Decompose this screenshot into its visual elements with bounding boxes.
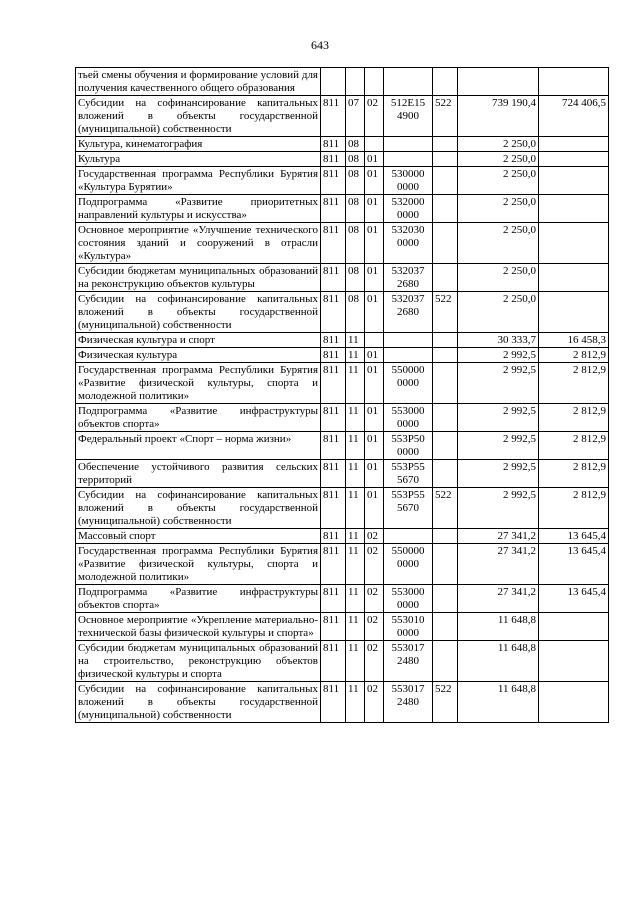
table-row [76,404,609,432]
row-amount-1-cell: 11 648,8 [458,682,539,723]
table-row [76,137,609,152]
row-amount-1-cell: 2 992,5 [458,488,539,529]
row-amount-2-cell [539,152,609,167]
row-subsection-cell: 01 [365,460,384,488]
row-ved-cell: 811 [321,348,346,363]
row-target-article-cell: 512E15 4900 [384,96,433,137]
row-amount-2-cell: 2 812,9 [539,363,609,404]
row-section-cell: 11 [346,613,365,641]
row-subsection-cell [365,333,384,348]
row-amount-2-cell: 13 645,4 [539,529,609,544]
table-row [76,223,609,264]
row-expense-type-cell [433,404,458,432]
row-name-cell: Субсидии бюджетам муниципальных образований на реконструкцию объектов культуры [76,264,321,292]
row-ved-cell: 811 [321,488,346,529]
row-name-cell: Государственная программа Республики Бурятия «Культура Бурятии» [76,167,321,195]
row-name-cell: Субсидии на софинансирование капитальных вложений в объекты государственной (муниципальной) собственности [76,292,321,333]
row-ved-cell: 811 [321,223,346,264]
row-ved-cell: 811 [321,432,346,460]
row-subsection-cell: 01 [365,432,384,460]
row-section-cell [346,68,365,96]
row-ved-cell: 811 [321,264,346,292]
row-target-article-cell: 532037 2680 [384,264,433,292]
row-name-cell: Массовый спорт [76,529,321,544]
row-target-article-cell: 550000 0000 [384,544,433,585]
row-expense-type-cell [433,223,458,264]
row-expense-type-cell [433,152,458,167]
row-name-cell: Подпрограмма «Развитие инфраструктуры объектов спорта» [76,585,321,613]
row-expense-type-cell [433,137,458,152]
row-amount-1-cell: 27 341,2 [458,529,539,544]
row-subsection-cell: 02 [365,585,384,613]
row-section-cell: 08 [346,167,365,195]
table-row [76,68,609,96]
table-row [76,460,609,488]
row-subsection-cell [365,137,384,152]
row-target-article-cell: 553P55 5670 [384,488,433,529]
row-amount-2-cell [539,682,609,723]
row-amount-1-cell: 27 341,2 [458,544,539,585]
row-subsection-cell: 01 [365,152,384,167]
row-section-cell: 11 [346,529,365,544]
row-amount-1-cell: 2 992,5 [458,460,539,488]
table-row [76,167,609,195]
row-target-article-cell [384,348,433,363]
row-name-cell: Основное мероприятие «Укрепление материально-технической базы физической культуры и спорта» [76,613,321,641]
row-target-article-cell: 553P50 0000 [384,432,433,460]
row-target-article-cell: 553000 0000 [384,585,433,613]
row-target-article-cell: 550000 0000 [384,363,433,404]
row-amount-2-cell: 2 812,9 [539,404,609,432]
row-target-article-cell: 553017 2480 [384,641,433,682]
row-ved-cell: 811 [321,682,346,723]
row-ved-cell: 811 [321,137,346,152]
row-name-cell: Подпрограмма «Развитие приоритетных направлений культуры и искусства» [76,195,321,223]
row-ved-cell: 811 [321,152,346,167]
row-amount-1-cell: 27 341,2 [458,585,539,613]
row-amount-2-cell: 724 406,5 [539,96,609,137]
row-subsection-cell: 01 [365,167,384,195]
row-amount-1-cell: 2 250,0 [458,195,539,223]
row-expense-type-cell [433,348,458,363]
row-amount-2-cell: 13 645,4 [539,544,609,585]
table-row [76,682,609,723]
row-amount-1-cell: 2 992,5 [458,348,539,363]
row-subsection-cell: 02 [365,613,384,641]
table-row [76,529,609,544]
row-name-cell: Культура, кинематография [76,137,321,152]
row-expense-type-cell [433,363,458,404]
row-target-article-cell: 553P55 5670 [384,460,433,488]
row-target-article-cell [384,137,433,152]
row-amount-2-cell [539,223,609,264]
row-section-cell: 08 [346,152,365,167]
row-ved-cell: 811 [321,195,346,223]
row-subsection-cell: 01 [365,195,384,223]
row-expense-type-cell [433,195,458,223]
row-ved-cell: 811 [321,585,346,613]
row-name-cell: Физическая культура [76,348,321,363]
row-name-cell: Федеральный проект «Спорт – норма жизни» [76,432,321,460]
row-subsection-cell: 01 [365,348,384,363]
row-section-cell: 11 [346,460,365,488]
row-expense-type-cell [433,544,458,585]
row-ved-cell: 811 [321,363,346,404]
table-row [76,613,609,641]
table-row [76,641,609,682]
row-section-cell: 11 [346,432,365,460]
row-subsection-cell: 02 [365,641,384,682]
row-ved-cell [321,68,346,96]
row-target-article-cell: 553017 2480 [384,682,433,723]
row-ved-cell: 811 [321,96,346,137]
row-section-cell: 11 [346,488,365,529]
row-expense-type-cell: 522 [433,96,458,137]
row-expense-type-cell: 522 [433,488,458,529]
row-amount-1-cell: 2 250,0 [458,137,539,152]
row-subsection-cell: 02 [365,529,384,544]
row-section-cell: 08 [346,292,365,333]
row-subsection-cell: 02 [365,96,384,137]
row-target-article-cell: 553000 0000 [384,404,433,432]
row-amount-2-cell: 16 458,3 [539,333,609,348]
table-row [76,264,609,292]
row-ved-cell: 811 [321,292,346,333]
row-expense-type-cell: 522 [433,292,458,333]
table-row [76,544,609,585]
row-amount-1-cell [458,68,539,96]
row-subsection-cell: 01 [365,264,384,292]
row-amount-2-cell: 2 812,9 [539,432,609,460]
row-expense-type-cell [433,432,458,460]
row-name-cell: Субсидии на софинансирование капитальных вложений в объекты государственной (муниципальной) собственности [76,682,321,723]
row-subsection-cell [365,68,384,96]
row-target-article-cell [384,68,433,96]
row-section-cell: 08 [346,137,365,152]
row-section-cell: 08 [346,264,365,292]
row-amount-1-cell: 11 648,8 [458,641,539,682]
row-target-article-cell: 532030 0000 [384,223,433,264]
row-section-cell: 08 [346,223,365,264]
row-name-cell: Физическая культура и спорт [76,333,321,348]
row-ved-cell: 811 [321,460,346,488]
row-subsection-cell: 01 [365,223,384,264]
row-amount-2-cell [539,137,609,152]
row-section-cell: 11 [346,544,365,585]
row-amount-2-cell [539,264,609,292]
row-target-article-cell: 532037 2680 [384,292,433,333]
row-ved-cell: 811 [321,167,346,195]
row-expense-type-cell [433,264,458,292]
row-name-cell: Субсидии бюджетам муниципальных образований на строительство, реконструкцию объектов физической культуры и спорта [76,641,321,682]
row-ved-cell: 811 [321,641,346,682]
table-row [76,348,609,363]
page-number: 643 [311,38,329,52]
row-amount-1-cell: 11 648,8 [458,613,539,641]
row-amount-2-cell: 2 812,9 [539,348,609,363]
row-amount-1-cell: 2 250,0 [458,152,539,167]
row-expense-type-cell [433,613,458,641]
row-ved-cell: 811 [321,333,346,348]
row-amount-1-cell: 2 250,0 [458,264,539,292]
row-section-cell: 11 [346,585,365,613]
table-row [76,152,609,167]
row-expense-type-cell [433,529,458,544]
row-amount-1-cell: 2 250,0 [458,292,539,333]
row-target-article-cell [384,529,433,544]
row-expense-type-cell [433,68,458,96]
row-amount-1-cell: 2 992,5 [458,363,539,404]
table-row [76,432,609,460]
row-name-cell: Обеспечение устойчивого развития сельских территорий [76,460,321,488]
row-name-cell: тьей смены обучения и формирование условий для получения качественного общего образования [76,68,321,96]
row-amount-2-cell: 2 812,9 [539,460,609,488]
row-section-cell: 07 [346,96,365,137]
row-amount-1-cell: 2 992,5 [458,432,539,460]
row-amount-2-cell [539,195,609,223]
budget-table-body [76,68,609,723]
row-ved-cell: 811 [321,529,346,544]
table-row [76,363,609,404]
row-amount-2-cell [539,613,609,641]
row-expense-type-cell [433,460,458,488]
row-ved-cell: 811 [321,613,346,641]
row-expense-type-cell [433,585,458,613]
row-section-cell: 11 [346,348,365,363]
row-name-cell: Субсидии на софинансирование капитальных вложений в объекты государственной (муниципальной) собственности [76,96,321,137]
row-expense-type-cell [433,641,458,682]
row-subsection-cell: 01 [365,488,384,529]
row-target-article-cell: 553010 0000 [384,613,433,641]
row-target-article-cell: 530000 0000 [384,167,433,195]
row-section-cell: 11 [346,641,365,682]
row-amount-2-cell: 2 812,9 [539,488,609,529]
row-amount-1-cell: 2 250,0 [458,167,539,195]
row-amount-1-cell: 2 992,5 [458,404,539,432]
row-section-cell: 11 [346,333,365,348]
row-target-article-cell [384,152,433,167]
row-target-article-cell: 532000 0000 [384,195,433,223]
row-ved-cell: 811 [321,404,346,432]
table-row [76,488,609,529]
table-row [76,585,609,613]
row-subsection-cell: 01 [365,363,384,404]
row-amount-1-cell: 30 333,7 [458,333,539,348]
table-row [76,195,609,223]
table-row [76,292,609,333]
row-name-cell: Государственная программа Республики Бурятия «Развитие физической культуры, спорта и молодежной политики» [76,544,321,585]
row-section-cell: 08 [346,195,365,223]
row-expense-type-cell [433,167,458,195]
row-section-cell: 11 [346,363,365,404]
row-subsection-cell: 02 [365,682,384,723]
row-amount-2-cell: 13 645,4 [539,585,609,613]
row-expense-type-cell [433,333,458,348]
row-name-cell: Субсидии на софинансирование капитальных вложений в объекты государственной (муниципальной) собственности [76,488,321,529]
row-amount-1-cell: 2 250,0 [458,223,539,264]
row-name-cell: Подпрограмма «Развитие инфраструктуры объектов спорта» [76,404,321,432]
row-name-cell: Культура [76,152,321,167]
row-section-cell: 11 [346,682,365,723]
row-amount-1-cell: 739 190,4 [458,96,539,137]
row-target-article-cell [384,333,433,348]
row-amount-2-cell [539,641,609,682]
row-subsection-cell: 02 [365,544,384,585]
row-amount-2-cell [539,167,609,195]
row-subsection-cell: 01 [365,292,384,333]
table-row [76,333,609,348]
row-subsection-cell: 01 [365,404,384,432]
row-amount-2-cell [539,292,609,333]
row-expense-type-cell: 522 [433,682,458,723]
row-ved-cell: 811 [321,544,346,585]
row-name-cell: Государственная программа Республики Бурятия «Развитие физической культуры, спорта и молодежной политики» [76,363,321,404]
row-amount-2-cell [539,68,609,96]
table-row [76,96,609,137]
budget-table [75,67,609,723]
row-name-cell: Основное мероприятие «Улучшение технического состояния зданий и сооружений в отрасли «Культура» [76,223,321,264]
row-section-cell: 11 [346,404,365,432]
